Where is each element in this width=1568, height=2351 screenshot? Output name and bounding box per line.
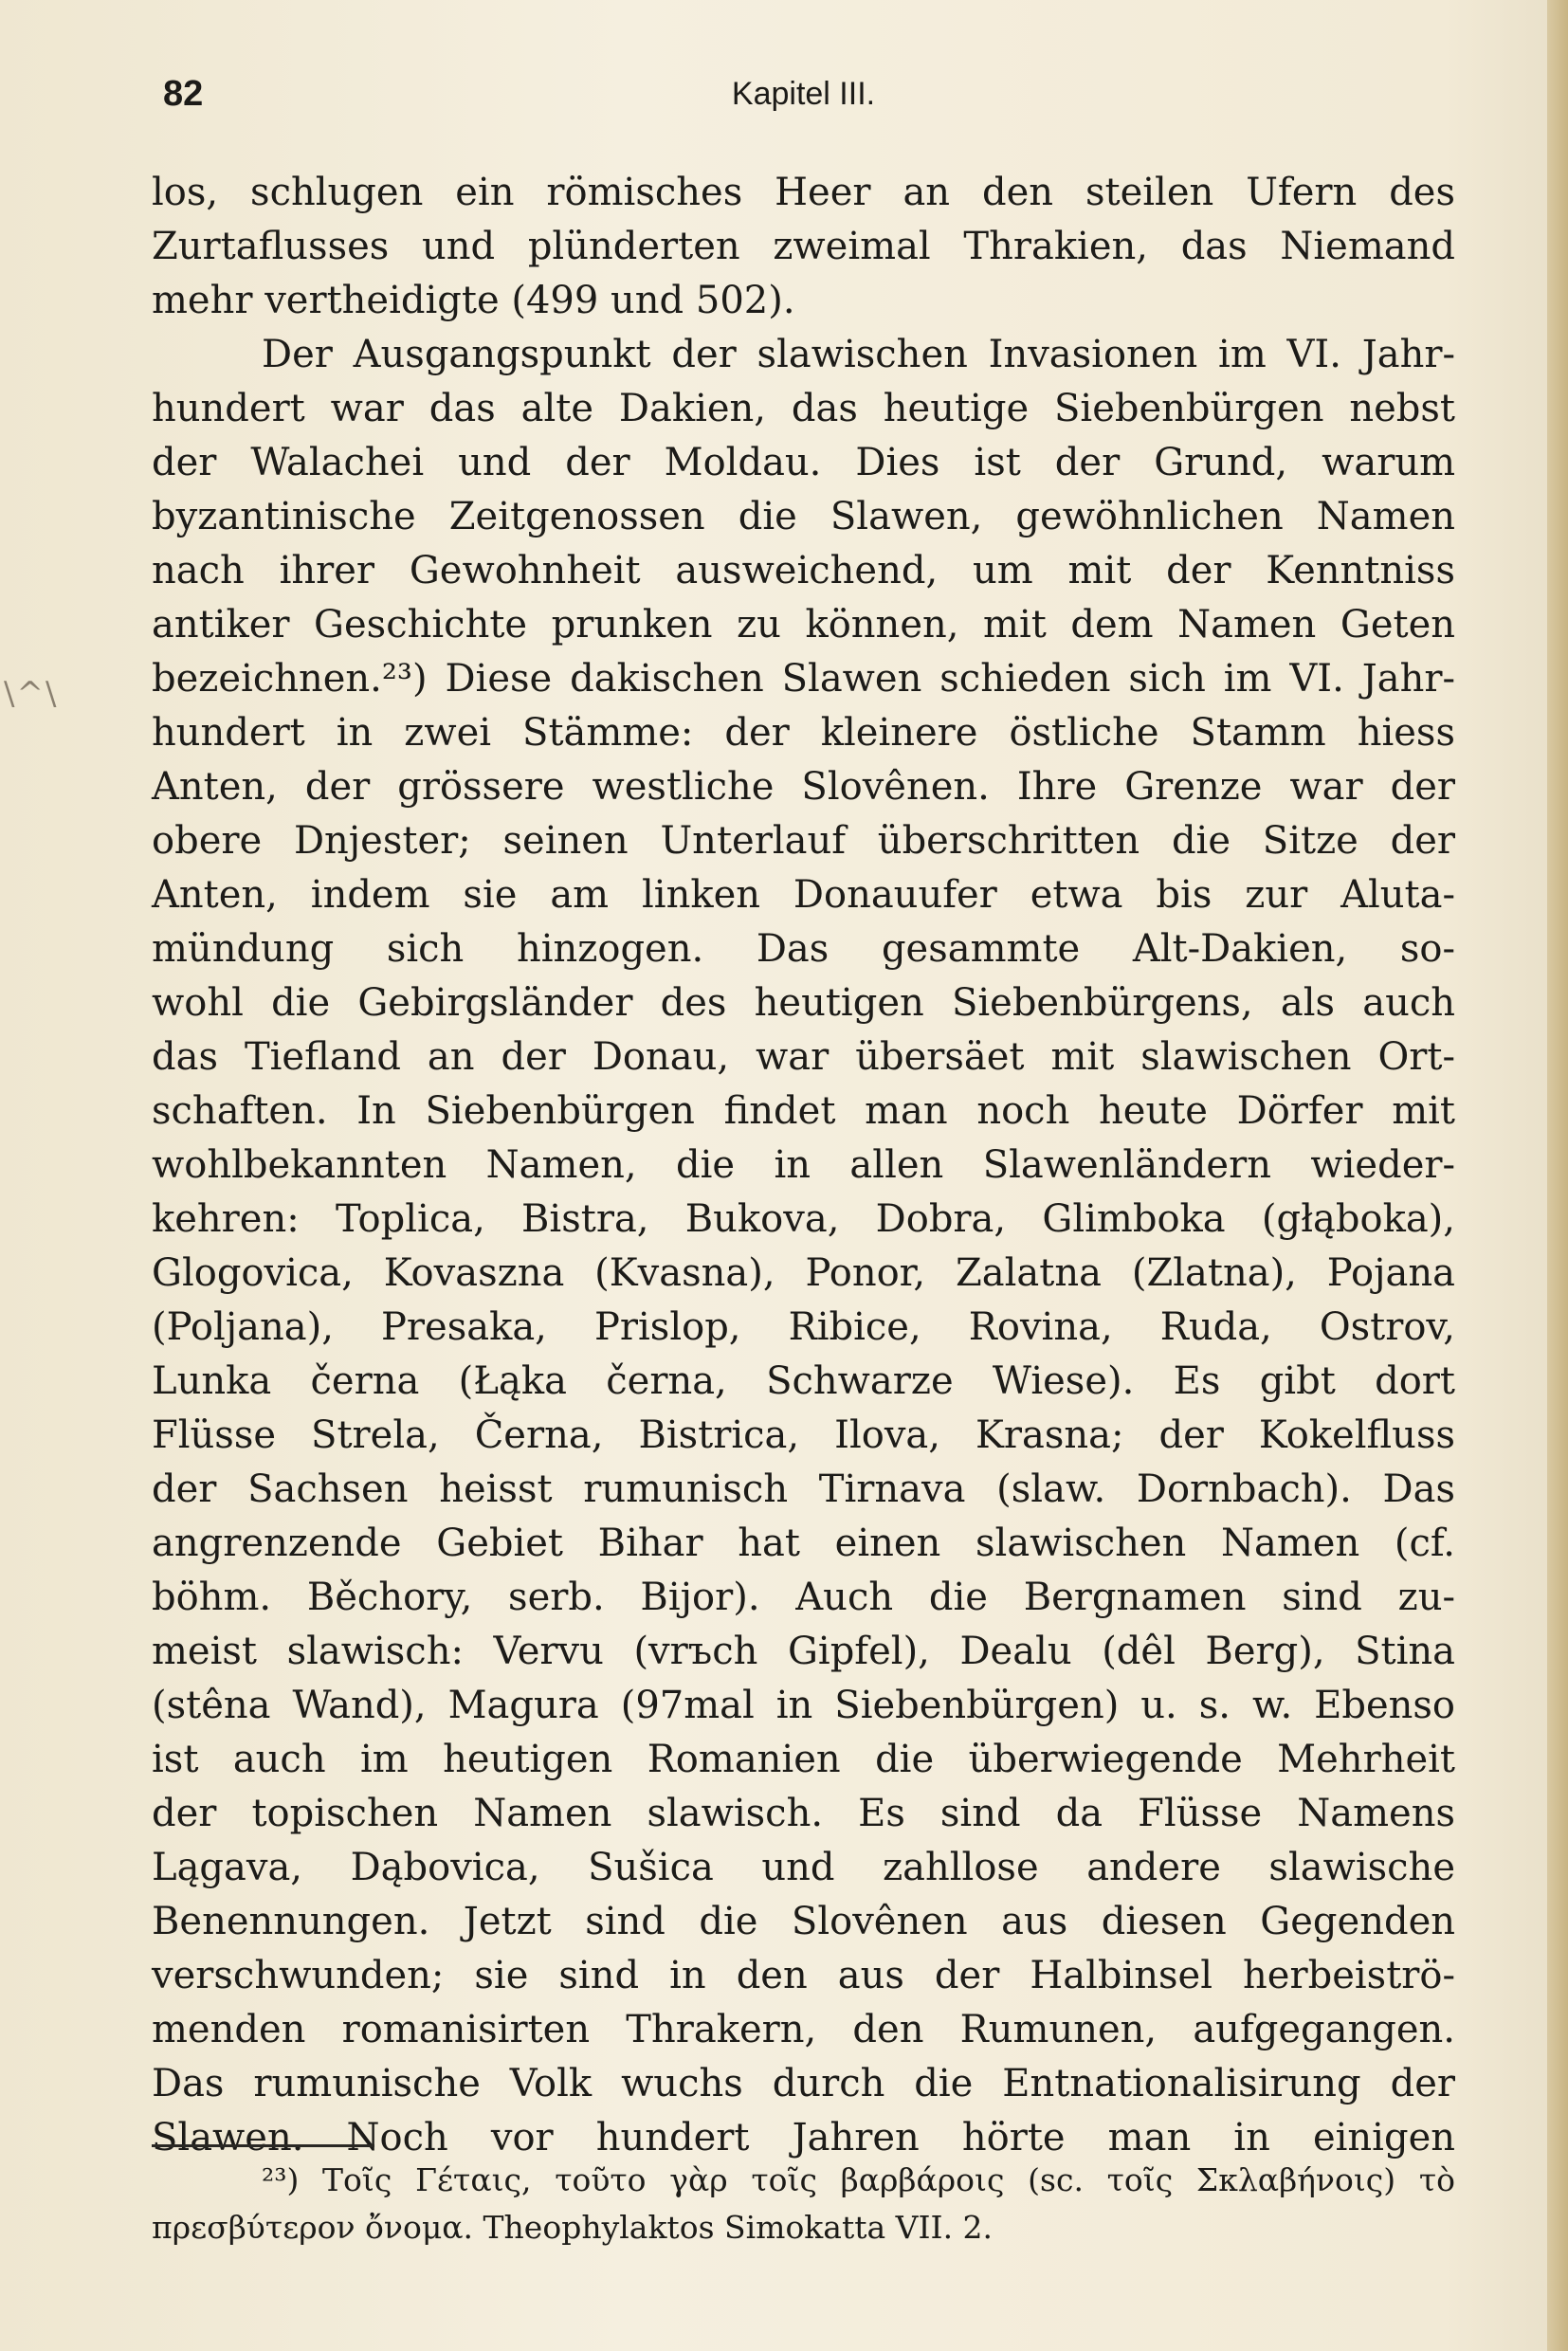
text-line: Das rumunische Volk wuchs durch die Entnationalisirung der — [152, 2062, 1455, 2105]
text-line: (Poljana), Presaka, Prislop, Ribice, Rovina, Ruda, Ostrov, — [152, 1305, 1455, 1349]
text-line: meist slawisch: Vervu (vrъch Gipfel), Dealu (dêl Berg), Stina — [152, 1630, 1455, 1673]
text-line: angrenzende Gebiet Bihar hat einen slawischen Namen (cf. — [152, 1522, 1455, 1565]
text-line: Lągava, Dąbovica, Sušica und zahllose andere slawische — [152, 1846, 1455, 1889]
text-line: nach ihrer Gewohnheit ausweichend, um mit der Kenntniss — [152, 549, 1455, 592]
text-line: böhm. Běchory, serb. Bijor). Auch die Bergnamen sind zu- — [152, 1576, 1455, 1619]
text-line: wohlbekannten Namen, die in allen Slawenländern wieder- — [152, 1143, 1455, 1187]
text-line: der topischen Namen slawisch. Es sind da Flüsse Namens — [152, 1792, 1455, 1835]
text-line: der Walachei und der Moldau. Dies ist der Grund, warum — [152, 441, 1455, 484]
text-line: das Tiefland an der Donau, war übersäet mit slawischen Ort- — [152, 1035, 1455, 1079]
text-line: Benennungen. Jetzt sind die Slovênen aus diesen Gegenden — [152, 1900, 1455, 1943]
text-line: Lunka černa (Łąka černa, Schwarze Wiese). Es gibt dort — [152, 1359, 1455, 1403]
body-text — [152, 166, 1455, 2165]
text-line: ist auch im heutigen Romanien die überwiegende Mehrheit — [152, 1738, 1455, 1781]
running-header — [152, 66, 1455, 123]
text-line: Glogovica, Kovaszna (Kvasna), Ponor, Zalatna (Zlatna), Pojana — [152, 1251, 1455, 1295]
text-line: bezeichnen.²³) Diese dakischen Slawen schieden sich im VI. Jahr- — [152, 657, 1455, 701]
text-line: Anten, der grössere westliche Slovênen. Ihre Grenze war der — [152, 765, 1455, 809]
text-line: der Sachsen heisst rumunisch Tirnava (slaw. Dornbach). Das — [152, 1467, 1455, 1511]
text-line: schaften. In Siebenbürgen findet man noch heute Dörfer mit — [152, 1089, 1455, 1133]
text-line: mündung sich hinzogen. Das gesammte Alt-Dakien, so- — [152, 927, 1455, 971]
text-line: Slawen. Noch vor hundert Jahren hörte man in einigen — [152, 2116, 1455, 2160]
text-line: Zurtaflusses und plünderten zweimal Thrakien, das Niemand — [152, 225, 1455, 268]
text-line: menden romanisirten Thrakern, den Rumunen, aufgegangen. — [152, 2008, 1455, 2051]
text-line: byzantinische Zeitgenossen die Slawen, gewöhnlichen Namen — [152, 495, 1455, 538]
text-line: hundert in zwei Stämme: der kleinere östliche Stamm hiess — [152, 711, 1455, 755]
text-line: antiker Geschichte prunken zu können, mit dem Namen Geten — [152, 603, 1455, 647]
text-line: kehren: Toplica, Bistra, Bukova, Dobra, Glimboka (głąboka), — [152, 1197, 1455, 1241]
page-edge-shadow — [1547, 0, 1568, 2351]
footnote-line: ²³) Τοῖς Γέταις, τοῦτο γὰρ τοῖς βαρβάροις (sc. τοῖς Σκλαβήνοις) τὸ — [262, 2161, 1455, 2198]
footnote-rule — [152, 2144, 374, 2147]
text-line: (stêna Wand), Magura (97mal in Siebenbürgen) u. s. w. Ebenso — [152, 1684, 1455, 1727]
text-line: Anten, indem sie am linken Donauufer etwa bis zur Aluta- — [152, 873, 1455, 917]
footnotes — [152, 2157, 1455, 2251]
text-line: hundert war das alte Dakien, das heutige Siebenbürgen nebst — [152, 387, 1455, 430]
text-line: mehr vertheidigte (499 und 502). — [152, 279, 795, 322]
text-line: obere Dnjester; seinen Unterlauf überschritten die Sitze der — [152, 819, 1455, 863]
text-line: los, schlugen ein römisches Heer an den steilen Ufern des — [152, 171, 1455, 214]
text-line: verschwunden; sie sind in den aus der Halbinsel herbeiströ- — [152, 1954, 1455, 1997]
text-line: Der Ausgangspunkt der slawischen Invasionen im VI. Jahr- — [262, 333, 1455, 376]
text-line: Flüsse Strela, Černa, Bistrica, Ilova, Krasna; der Kokelfluss — [152, 1413, 1455, 1457]
chapter-title: Kapitel III. — [731, 76, 876, 112]
footnote-line: πρεσβύτερον ὄνομα. Theophylaktos Simokatta VII. 2. — [152, 2209, 994, 2246]
text-line: wohl die Gebirgsländer des heutigen Siebenbürgens, als auch — [152, 981, 1455, 1025]
page-number: 82 — [163, 74, 204, 114]
margin-pencil-mark: \^\ — [4, 675, 59, 713]
